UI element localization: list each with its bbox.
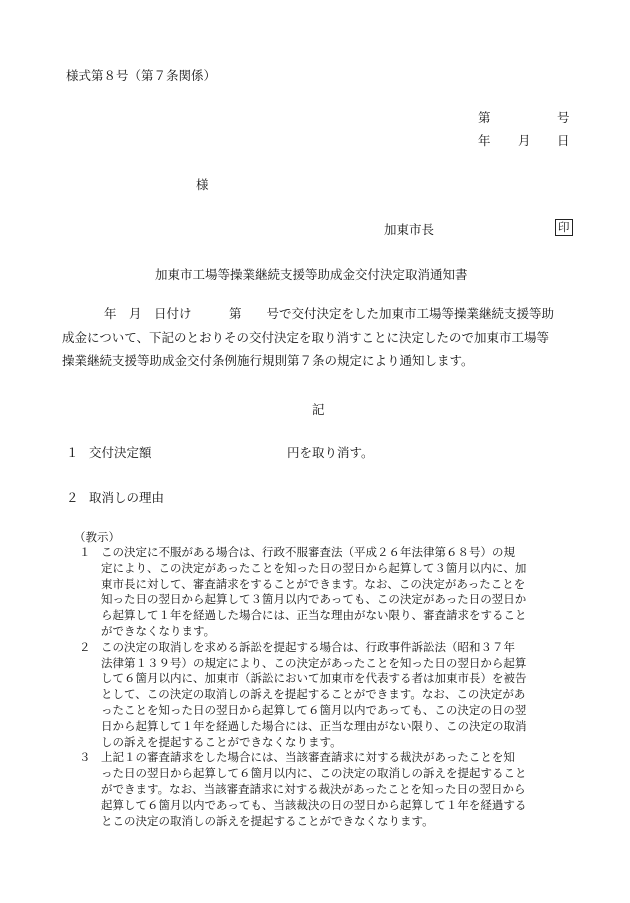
notice-line: った日の翌日から起算して６箇月以内に、この決定の取消しの訴えを提起すること: [101, 766, 527, 781]
item-2-number: ２: [66, 490, 79, 505]
notice-line: 知った日の翌日から起算して３箇月以内であっても、この決定があった日の翌日か: [101, 592, 527, 607]
notice-line: 日から起算して１年を経過した場合には、正当な理由がない限り、この決定の取消: [101, 718, 527, 733]
notice-line: とこの決定の取消しの訴えを提起することができなくなります。: [101, 813, 434, 828]
notice-item-3: [79, 750, 599, 829]
body-paragraph: [62, 302, 580, 373]
item-2-label: 取消しの理由: [89, 490, 165, 505]
body-line: 年 月 日付け 第 号で交付決定をした加東市工場等操業継続支援等助: [104, 306, 555, 321]
notice-item-number: ２: [79, 639, 91, 654]
addressee-suffix: 様: [196, 177, 209, 192]
notice-line: 法律第１３９号）の規定により、この決定があったことを知った日の翌日から起算: [101, 655, 527, 670]
item-1-number: １: [66, 445, 79, 460]
issuer-name: 加東市長: [384, 222, 435, 237]
date-day: 日: [557, 133, 570, 148]
notice-list: [79, 545, 599, 829]
body-line: 操業継続支援等助成金交付条例施行規則第７条の規定により通知します。: [62, 353, 474, 368]
notice-line: 東市長に対して、審査請求をすることができます。なお、この決定があったことを: [101, 576, 526, 591]
date-year: 年: [478, 133, 491, 148]
notice-line: ったことを知った日の翌日から起算して６箇月以内であっても、この決定の日の翌: [101, 702, 527, 717]
number-suffix: 号: [557, 110, 570, 125]
notice-item-2: [79, 640, 599, 751]
notice-item-1: [79, 545, 599, 640]
body-line: 成金について、下記のとおりその交付決定を取り消すことに決定したので加東市工場等: [62, 329, 550, 345]
notice-line: ら起算して１年を経過した場合には、正当な理由がない限り、審査請求をすること: [101, 608, 527, 623]
notice-heading: （教示）: [74, 530, 120, 544]
seal-mark: 印: [555, 219, 573, 236]
notice-line: 起算して６箇月以内であっても、当該裁決の日の翌日から起算して１年を経過する: [101, 797, 527, 812]
notice-line: ができます。なお、当該審査請求に対する裁決があったことを知った日の翌日から: [101, 781, 526, 796]
document-title: 加東市工場等操業継続支援等助成金交付決定取消通知書: [155, 267, 468, 282]
notice-line: この決定に不服がある場合は、行政不服審査法（平成２６年法律第６８号）の規: [101, 545, 515, 559]
notice-line: として、この決定の取消しの訴えを提起することができます。なお、この決定があ: [101, 687, 526, 702]
notice-line: ができなくなります。: [101, 623, 216, 638]
number-prefix: 第: [478, 110, 491, 125]
date-month: 月: [518, 133, 531, 148]
form-label: 様式第８号（第７条関係）: [66, 68, 217, 83]
notice-line: この決定の取消しを求める訴訟を提起する場合は、行政事件訴訟法（昭和３７年: [101, 639, 515, 654]
ki-heading: 記: [312, 402, 325, 417]
item-1-value: 円を取り消す。: [287, 445, 374, 460]
item-1-label: 交付決定額: [89, 445, 152, 460]
notice-line: 定により、この決定があったことを知った日の翌日から起算して３箇月以内に、加: [101, 560, 527, 575]
notice-line: 上記１の審査請求をした場合には、当該審査請求に対する裁決があったことを知: [101, 750, 515, 765]
notice-line: しの訴えを提起することができなくなります。: [101, 734, 342, 749]
notice-item-number: ３: [79, 750, 91, 765]
notice-line: して６箇月以内に、加東市（訴訟において加東市を代表する者は加東市長）を被告: [101, 671, 527, 686]
notice-item-number: １: [79, 545, 91, 559]
